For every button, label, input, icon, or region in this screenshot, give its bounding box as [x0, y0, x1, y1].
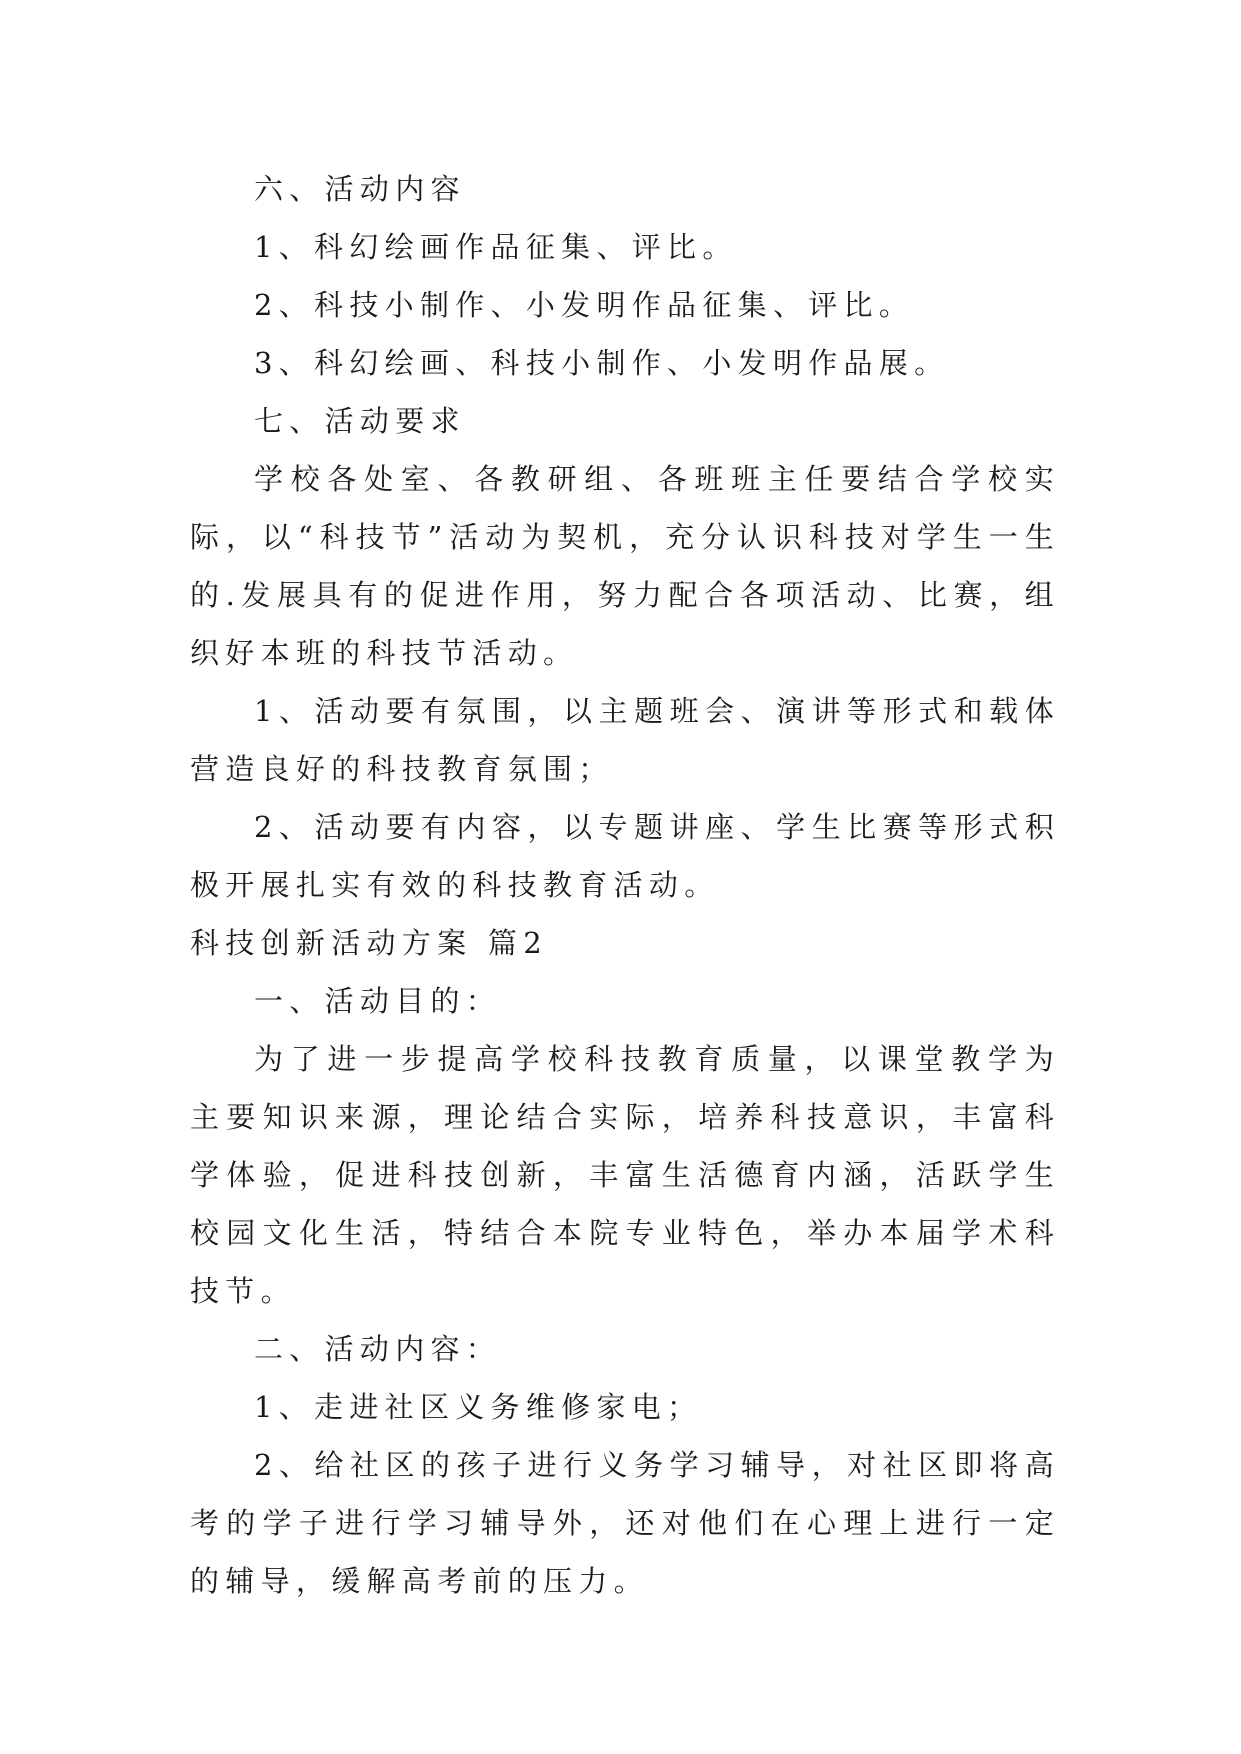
- list-item: 3、科幻绘画、科技小制作、小发明作品展。: [254, 346, 950, 380]
- list-item: 2、科技小制作、小发明作品征集、评比。: [254, 288, 915, 322]
- list-item: 1、活动要有氛围，以主题班会、演讲等形式和载体营造良好的科技教育氛围；: [190, 694, 1060, 786]
- requirement-paragraph: 学校各处室、各教研组、各班班主任要结合学校实际，以“科技节”活动为契机，充分认识科技对学生一生的.发展具有的促进作用，努力配合各项活动、比赛，组织好本班的科技节活动。: [190, 462, 1060, 670]
- purpose-paragraph: 为了进一步提高学校科技教育质量，以课堂教学为主要知识来源，理论结合实际，培养科技意识，丰富科学体验，促进科技创新，丰富生活德育内涵，活跃学生校园文化生活，特结合本院专业特色，举办本届学术科技节。: [190, 1042, 1060, 1308]
- list-item: 2、给社区的孩子进行义务学习辅导，对社区即将高考的学子进行学习辅导外，还对他们在心理上进行一定的辅导，缓解高考前的压力。: [190, 1448, 1060, 1598]
- document-body: [190, 160, 1060, 1610]
- heading-activity-content-2: 二、活动内容：: [254, 1332, 502, 1366]
- list-item: 2、活动要有内容，以专题讲座、学生比赛等形式积极开展扎实有效的科技教育活动。: [190, 810, 1060, 902]
- heading-activity-content: 六、活动内容: [254, 172, 466, 206]
- section-title: 科技创新活动方案 篇2: [190, 926, 548, 960]
- list-item: 1、走进社区义务维修家电；: [254, 1390, 703, 1424]
- heading-activity-requirements: 七、活动要求: [254, 404, 466, 438]
- list-item: 1、科幻绘画作品征集、评比。: [254, 230, 738, 264]
- heading-activity-purpose: 一、活动目的：: [254, 984, 502, 1018]
